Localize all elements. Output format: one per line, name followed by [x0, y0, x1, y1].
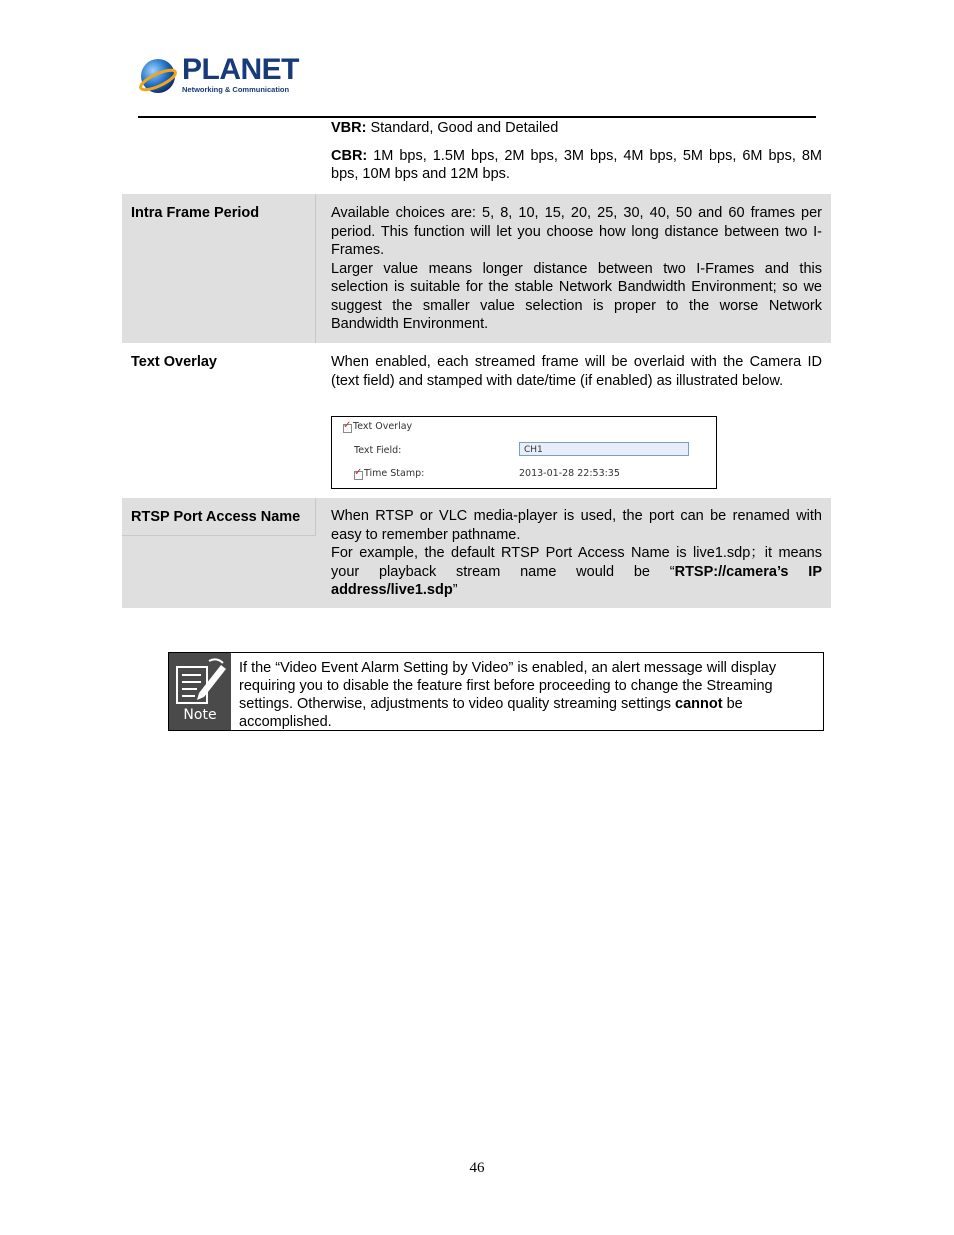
note-icon-label: Note: [183, 707, 217, 723]
globe-icon: [138, 56, 178, 96]
rtsp-p2-lead: For example, the default RTSP Port Access Name is live1.sdp；it means your playback stream name would be “: [331, 545, 822, 580]
intra-frame-label: Intra Frame Period: [131, 205, 260, 221]
rtsp-p2-tail: ”: [452, 582, 458, 598]
planet-logo: [138, 52, 298, 98]
text-field-label: Text Field:: [354, 445, 402, 456]
vbr-line: [331, 119, 822, 138]
note-text-a: If the “Video Event Alarm Setting by Video” is enabled, an alert message will display requiring you to disable the feature first before proceeding to change the Streaming settings. Otherwise, adjustments to video quality streaming settings: [239, 660, 777, 712]
column-divider: [315, 194, 316, 343]
page-number: 46: [469, 1160, 485, 1176]
note-text-b: be accomplished.: [239, 696, 743, 730]
vbr-label: VBR:: [331, 120, 367, 136]
time-stamp-label: Time Stamp:: [364, 468, 425, 479]
text-overlay-desc: When enabled, each streamed frame will be overlaid with the Camera ID (text field) and stamped with date/time (if enabled) as illustrated below.: [331, 354, 822, 389]
text-overlay-panel: [331, 416, 717, 489]
cbr-label: CBR:: [331, 147, 368, 164]
rtsp-label: RTSP Port Access Name: [131, 509, 301, 525]
brand-name: PLANET: [182, 53, 299, 86]
text-overlay-label: Text Overlay: [131, 354, 217, 370]
cbr-line: [331, 147, 822, 184]
text-overlay-checkbox[interactable]: [343, 424, 352, 433]
brand-tagline: Networking & Communication: [182, 85, 290, 94]
time-stamp-checkbox[interactable]: [354, 471, 363, 480]
vbr-text: Standard, Good and Detailed: [366, 120, 559, 136]
text-field-input[interactable]: CH1: [519, 442, 689, 456]
intra-frame-row: [122, 194, 831, 343]
cbr-text: 1M bps, 1.5M bps, 2M bps, 3M bps, 4M bps, 5M bps, 6M bps, 8M bps, 10M bps and 12M bps.: [331, 147, 822, 182]
rtsp-row: [122, 498, 831, 608]
intra-frame-p1: Available choices are: 5, 8, 10, 15, 20, 25, 30, 40, 50 and 60 frames per period. This function will let you choose how long distance between two I-Frames.: [331, 205, 822, 258]
note-text: [239, 659, 817, 731]
bitrate-row: [122, 118, 831, 194]
intra-frame-desc: [331, 204, 822, 334]
note-icon-cell: [169, 653, 231, 730]
note-box: [168, 652, 824, 731]
note-text-bold: cannot: [675, 696, 723, 712]
bitrate-desc: [331, 119, 822, 184]
rtsp-desc: [331, 507, 822, 600]
intra-frame-p2: Larger value means longer distance between two I-Frames and this selection is suitable for the stable Network Bandwidth Environment; so we suggest the smaller value selection is proper to the worse Network Bandwidth Environment.: [331, 260, 822, 332]
text-overlay-option: Text Overlay: [353, 421, 413, 432]
rtsp-p2: [331, 544, 822, 600]
rtsp-url: RTSP://camera’s IP address/live1.sdp: [331, 563, 822, 598]
rtsp-p1: When RTSP or VLC media-player is used, the port can be renamed with easy to remember pathname.: [331, 508, 822, 543]
time-stamp-value: 2013-01-28 22:53:35: [519, 468, 620, 479]
